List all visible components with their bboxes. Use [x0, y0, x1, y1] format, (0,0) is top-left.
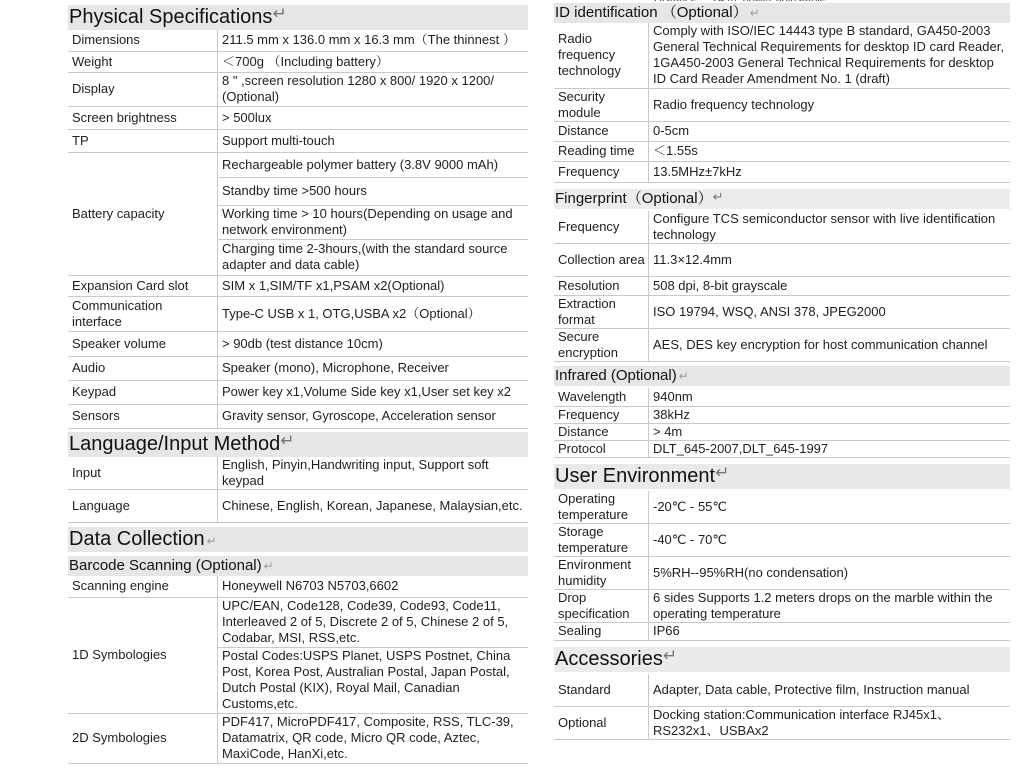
- physical-spec-table: [68, 30, 528, 429]
- table-row: [68, 490, 528, 523]
- spec-value: UPC/EAN, Code128, Code39, Code93, Code11, Interleaved 2 of 5, Discrete 2 of 5, Chinese 2 of 5, Codabar, MSI, RSS,etc.: [218, 597, 529, 647]
- section-heading-infrared: [554, 366, 1010, 386]
- table-row: [68, 380, 528, 404]
- table-row: [554, 622, 1010, 640]
- section-heading-language: [68, 432, 528, 457]
- table-row: [68, 457, 528, 490]
- spec-value: -40℃ - 70℃: [649, 523, 1011, 556]
- spec-value: Chinese, English, Korean, Japanese, Malaysian,etc.: [218, 490, 529, 523]
- table-row: [554, 329, 1010, 362]
- spec-value: 38kHz: [649, 406, 1011, 423]
- spec-key: Extraction format: [554, 296, 649, 329]
- accessories-table: [554, 674, 1010, 741]
- table-row: [554, 523, 1010, 556]
- table-row: [554, 406, 1010, 423]
- spec-key: Sealing: [554, 622, 649, 640]
- spec-key: Storage temperature: [554, 523, 649, 556]
- spec-value: Adapter, Data cable, Protective film, Instruction manual: [649, 674, 1011, 707]
- spec-value: Support multi-touch: [218, 129, 529, 152]
- spec-value: DLT_645-2007,DLT_645-1997: [649, 440, 1011, 457]
- spec-value: > 4m: [649, 423, 1011, 440]
- spec-key: Radio frequency technology: [554, 23, 649, 88]
- return-mark-icon: ↵: [272, 4, 287, 23]
- table-row: [554, 388, 1010, 406]
- fingerprint-table: [554, 211, 1010, 363]
- spec-value: Gravity sensor, Gyroscope, Acceleration sensor: [218, 404, 529, 428]
- spec-key: Speaker volume: [68, 331, 218, 356]
- spec-key: Expansion Card slot: [68, 275, 218, 296]
- spec-value: Type-C USB x 1, OTG,USBA x2（Optional）: [218, 296, 529, 331]
- infrared-table: [554, 388, 1010, 458]
- spec-key: Battery capacity: [68, 152, 218, 275]
- right-column: [554, 0, 1010, 740]
- section-heading-user-environment: [554, 464, 1010, 489]
- spec-key: Frequency: [554, 211, 649, 244]
- spec-value: ＜700g （Including battery）: [218, 51, 529, 72]
- spec-key: Frequency: [554, 161, 649, 182]
- table-row: [68, 576, 528, 597]
- spec-value: Radio frequency technology: [649, 88, 1011, 121]
- return-mark-icon: ↵: [712, 188, 724, 204]
- spec-key: Environment humidity: [554, 556, 649, 589]
- table-row: [554, 141, 1010, 161]
- spec-value: SIM x 1,SIM/TF x1,PSAM x2(Optional): [218, 275, 529, 296]
- table-row: [554, 707, 1010, 740]
- spec-value: Working time > 10 hours(Depending on usage and network environment): [218, 205, 529, 239]
- table-row: [554, 88, 1010, 121]
- spec-value: English, Pinyin,Handwriting input, Support soft keypad: [218, 457, 529, 490]
- spec-value: 0-5cm: [649, 121, 1011, 141]
- table-row: [554, 296, 1010, 329]
- spec-key: Standard: [554, 674, 649, 707]
- table-row: [554, 277, 1010, 296]
- table-row: [554, 491, 1010, 524]
- spec-key: Scanning engine: [68, 576, 218, 597]
- paragraph-mark-icon: ↵: [749, 6, 760, 20]
- table-row: [554, 556, 1010, 589]
- spec-key: Keypad: [68, 380, 218, 404]
- spec-key: Display: [68, 72, 218, 106]
- spec-value: 13.5MHz±7kHz: [649, 161, 1011, 182]
- section-heading-data-collection: [68, 527, 528, 552]
- spec-value: Comply with ISO/IEC 14443 type B standard, GA450-2003 General Technical Requirements for desktop ID card Reader, 1GA450-2003 General Technical Requirements for desktop ID Card Reader Amendment No. 1 (draft): [649, 23, 1011, 88]
- spec-value: Power key x1,Volume Side key x1,User set key x2: [218, 380, 529, 404]
- spec-value: IP66: [649, 622, 1011, 640]
- table-row: [68, 51, 528, 72]
- table-row: [554, 423, 1010, 440]
- spec-value: 8 " ,screen resolution 1280 x 800/ 1920 x 1200/ (Optional): [218, 72, 529, 106]
- spec-key: Screen brightness: [68, 106, 218, 129]
- table-row: [68, 72, 528, 106]
- spec-key: Wavelength: [554, 388, 649, 406]
- language-table: [68, 457, 528, 524]
- spec-value: Rechargeable polymer battery (3.8V 9000 mAh): [218, 152, 529, 177]
- spec-value: Configure TCS semiconductor sensor with live identification technology: [649, 211, 1011, 244]
- spec-value: -20℃ - 55℃: [649, 491, 1011, 524]
- spec-key: TP: [68, 129, 218, 152]
- spec-key: Weight: [68, 51, 218, 72]
- spec-key: Communication interface: [68, 296, 218, 331]
- table-row: [554, 589, 1010, 622]
- table-row: [68, 404, 528, 428]
- id-table: [554, 23, 1010, 183]
- spec-key: Audio: [68, 356, 218, 380]
- heading-text: Data Collection: [69, 528, 205, 550]
- heading-text: User Environment: [555, 464, 716, 487]
- section-heading-accessories: [554, 647, 1010, 672]
- table-row: [68, 296, 528, 331]
- heading-text: ID identification （Optional）: [555, 4, 748, 21]
- table-row: [68, 356, 528, 380]
- table-row: [68, 331, 528, 356]
- spec-value: Docking station:Communication interface RJ45x1、RS232x1、USBAx2: [649, 707, 1011, 740]
- table-row: [68, 713, 528, 763]
- spec-value: 508 dpi, 8-bit grayscale: [649, 277, 1011, 296]
- heading-text: Physical Specifications: [69, 6, 273, 28]
- table-row: [554, 23, 1010, 88]
- spec-key: Security module: [554, 88, 649, 121]
- spec-key: Drop specification: [554, 589, 649, 622]
- table-row: [68, 30, 528, 51]
- spec-value: PDF417, MicroPDF417, Composite, RSS, TLC-39, Datamatrix, QR code, Micro QR code, Aztec, MaxiCode, HanXi,etc.: [218, 713, 529, 763]
- user-env-table: [554, 491, 1010, 641]
- spec-key: Protocol: [554, 440, 649, 457]
- spec-key: Language: [68, 490, 218, 523]
- paragraph-mark-icon: ↵: [206, 534, 217, 548]
- spec-key: Distance: [554, 121, 649, 141]
- spec-key: Reading time: [554, 141, 649, 161]
- section-heading-fingerprint: [554, 189, 1010, 209]
- spec-key: Input: [68, 457, 218, 490]
- section-heading-id: [554, 3, 1010, 23]
- spec-key: Sensors: [68, 404, 218, 428]
- spec-key: Collection area: [554, 244, 649, 277]
- spec-value: 211.5 mm x 136.0 mm x 16.3 mm（The thinnest ）: [218, 30, 529, 51]
- heading-text: Language/Input Method: [69, 432, 281, 455]
- spec-value: Postal Codes:USPS Planet, USPS Postnet, China Post, Korea Post, Australian Postal, Japan Postal, Dutch Postal (KIX), Royal Mail, Canadian Customs,etc.: [218, 647, 529, 713]
- paragraph-mark-icon: ↵: [678, 369, 689, 383]
- subheading-text: Barcode Scanning (Optional): [69, 557, 262, 574]
- spec-value: Speaker (mono), Microphone, Receiver: [218, 356, 529, 380]
- spec-value: 6 sides Supports 1.2 meters drops on the marble within the operating temperature: [649, 589, 1011, 622]
- spec-value: 5%RH--95%RH(no condensation): [649, 556, 1011, 589]
- spec-value: Standby time >500 hours: [218, 177, 529, 205]
- spec-value: ISO 19794, WSQ, ANSI 378, JPEG2000: [649, 296, 1011, 329]
- spec-key: Dimensions: [68, 30, 218, 51]
- spec-key: Operating temperature: [554, 491, 649, 524]
- table-row: [68, 597, 528, 647]
- spec-value: AES, DES key encryption for host communication channel: [649, 329, 1011, 362]
- heading-text: Accessories: [555, 647, 663, 670]
- spec-key: Optional: [554, 707, 649, 740]
- heading-text: Infrared (Optional): [555, 367, 677, 384]
- spec-key: Distance: [554, 423, 649, 440]
- table-row: [554, 211, 1010, 244]
- left-column: [68, 0, 528, 764]
- table-row: [554, 244, 1010, 277]
- table-row: [68, 152, 528, 177]
- spec-value: Honeywell N6703 N5703,6602: [218, 576, 529, 597]
- subheading-barcode: [68, 556, 528, 576]
- paragraph-mark-icon: ↵: [263, 559, 274, 573]
- barcode-table: [68, 576, 528, 764]
- return-mark-icon: ↵: [662, 645, 678, 665]
- section-heading-physical: [68, 5, 528, 30]
- return-mark-icon: ↵: [715, 462, 730, 482]
- spec-key: Secure encryption: [554, 329, 649, 362]
- spec-value: 11.3×12.4mm: [649, 244, 1011, 277]
- spec-value: > 500lux: [218, 106, 529, 129]
- spec-value: 940nm: [649, 388, 1011, 406]
- spec-value: > 90db (test distance 10cm): [218, 331, 529, 356]
- spec-key: 1D Symbologies: [68, 597, 218, 713]
- table-row: [68, 106, 528, 129]
- spec-key: Frequency: [554, 406, 649, 423]
- spec-key: Resolution: [554, 277, 649, 296]
- table-row: [554, 121, 1010, 141]
- table-row: [68, 129, 528, 152]
- table-row: [554, 440, 1010, 457]
- heading-text: Fingerprint（Optional）: [555, 189, 713, 207]
- spec-value: ＜1.55s: [649, 141, 1011, 161]
- return-mark-icon: ↵: [280, 430, 295, 450]
- table-row: [68, 275, 528, 296]
- partial-row-top: [554, 0, 1010, 1]
- spec-key: 2D Symbologies: [68, 713, 218, 763]
- table-row: [554, 161, 1010, 182]
- table-row: [554, 674, 1010, 707]
- spec-value: Charging time 2-3hours,(with the standard source adapter and data cable): [218, 239, 529, 275]
